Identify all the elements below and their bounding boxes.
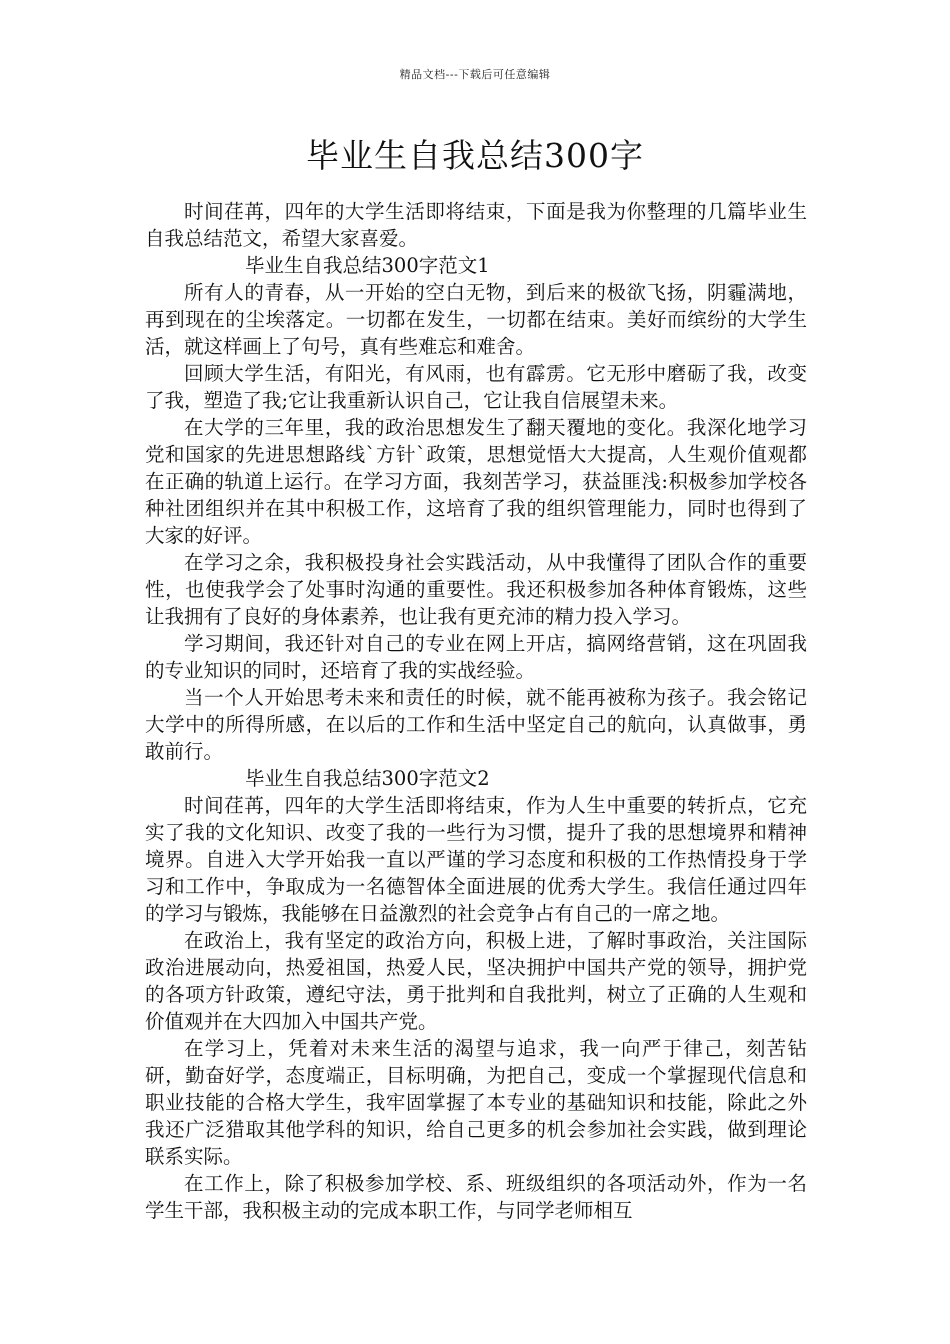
paragraph: 所有人的青春，从一开始的空白无物，到后来的极欲飞扬，阴霾满地，再到现在的尘埃落定。一切都在发生，一切都在结束。美好而缤纷的大学生活，就这样画上了句号，真有些难忘和难舍。 — [145, 281, 807, 358]
paragraph: 在政治上，我有坚定的政治方向，积极上进，了解时事政治，关注国际政治进展动向，热爱祖国，热爱人民，坚决拥护中国共产党的领导，拥护党的各项方针政策，遵纪守法，勇于批判和自我批判，树立了正确的人生观和价值观并在大四加入中国共产党。 — [145, 929, 807, 1033]
paragraph: 当一个人开始思考未来和责任的时候，就不能再被称为孩子。我会铭记大学中的所得所感，在以后的工作和生活中坚定自己的航向，认真做事，勇敢前行。 — [145, 686, 807, 763]
section-heading-2: 毕业生自我总结300字范文2 — [245, 767, 490, 790]
page-title: 毕业生自我总结300字 — [306, 136, 644, 175]
header-note: 精品文档---下载后可任意编辑 — [399, 68, 551, 81]
document-body — [145, 198, 807, 1224]
paragraph: 在工作上，除了积极参加学校、系、班级组织的各项活动外，作为一名学生干部，我积极主动的完成本职工作，与同学老师相互 — [145, 1172, 807, 1222]
section-heading-1: 毕业生自我总结300字范文1 — [245, 254, 490, 277]
paragraph: 回顾大学生活，有阳光，有风雨，也有霹雳。它无形中磨砺了我，改变了我，塑造了我;它让我重新认识自己，它让我自信展望未来。 — [145, 362, 807, 412]
paragraph: 在学习之余，我积极投身社会实践活动，从中我懂得了团队合作的重要性，也使我学会了处事时沟通的重要性。我还积极参加各种体育锻炼，这些让我拥有了良好的身体素养，也让我有更充沛的精力投入学习。 — [145, 551, 807, 628]
paragraph: 在学习上，凭着对未来生活的渴望与追求，我一向严于律己，刻苦钻研，勤奋好学，态度端正，目标明确，为把自己，变成一个掌握现代信息和职业技能的合格大学生，我牢固掌握了本专业的基础知识和技能，除此之外我还广泛猎取其他学科的知识，给自己更多的机会参加社会实践，做到理论联系实际。 — [145, 1037, 807, 1168]
paragraph: 学习期间，我还针对自己的专业在网上开店，搞网络营销，这在巩固我的专业知识的同时，还培育了我的实战经验。 — [145, 632, 807, 682]
paragraph: 时间荏苒，四年的大学生活即将结束，作为人生中重要的转折点，它充实了我的文化知识、改变了我的一些行为习惯，提升了我的思想境界和精神境界。自进入大学开始我一直以严谨的学习态度和积极的工作热情投身于学习和工作中，争取成为一名德智体全面进展的优秀大学生。我信任通过四年的学习与锻炼，我能够在日益激烈的社会竞争占有自己的一席之地。 — [145, 794, 807, 925]
paragraph: 在大学的三年里，我的政治思想发生了翻天覆地的变化。我深化地学习党和国家的先进思想路线`方针`政策，思想觉悟大大提高，人生观价值观都在正确的轨道上运行。在学习方面，我刻苦学习，获益匪浅:积极参加学校各种社团组织并在其中积极工作，这培育了我的组织管理能力，同时也得到了大家的好评。 — [145, 416, 807, 547]
paragraph-intro: 时间荏苒，四年的大学生活即将结束，下面是我为你整理的几篇毕业生自我总结范文，希望大家喜爱。 — [145, 200, 807, 250]
